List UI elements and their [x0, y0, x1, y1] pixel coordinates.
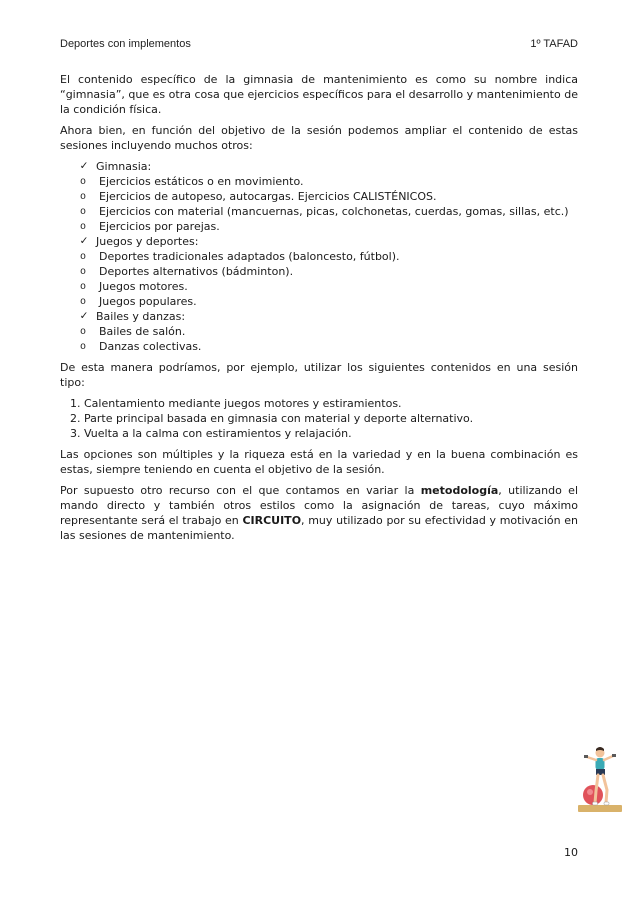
- page-number: 10: [564, 846, 578, 859]
- list-item: [60, 234, 578, 249]
- list-item: [60, 279, 578, 294]
- topic-label: Juegos y deportes:: [96, 235, 199, 248]
- list-item: [60, 219, 578, 234]
- methodology-text-b: , utilizando el mando directo y también otros estilos como la asignación de tareas, cuyo máximo representante será el trabajo en: [60, 484, 578, 527]
- session-steps: [60, 396, 578, 441]
- subitem-text: Juegos motores.: [99, 280, 188, 293]
- step-number: 2.: [70, 412, 81, 425]
- bullet-icon: o: [80, 267, 87, 278]
- subitem-text: Ejercicios de autopeso, autocargas. Ejercicios CALISTÉNICOS.: [99, 190, 437, 203]
- list-item: [60, 159, 578, 174]
- subitem-text: Ejercicios estáticos o en movimiento.: [99, 175, 304, 188]
- check-icon: ✓: [79, 160, 89, 172]
- list-item: [60, 411, 578, 426]
- bullet-icon: o: [80, 297, 87, 308]
- step-number: 1.: [70, 397, 81, 410]
- topic-label: Bailes y danzas:: [96, 310, 186, 323]
- bullet-icon: o: [80, 192, 87, 203]
- header-title: Deportes con implementos: [60, 38, 191, 50]
- bullet-icon: o: [80, 327, 87, 338]
- page-header: [60, 38, 578, 50]
- subitem-text: Bailes de salón.: [99, 325, 186, 338]
- list-item: [60, 324, 578, 339]
- check-icon: ✓: [79, 310, 89, 322]
- list-item: [60, 309, 578, 324]
- options-paragraph: Las opciones son múltiples y la riqueza está en la variedad y en la buena combinación es estas, siempre teniendo en cuenta el objetivo de la sesión.: [60, 448, 578, 476]
- subitem-text: Danzas colectivas.: [99, 340, 202, 353]
- subitem-text: Ejercicios con material (mancuernas, picas, colchonetas, cuerdas, gomas, sillas, etc.): [99, 205, 569, 218]
- methodology-text-c: , muy utilizado por su efectividad y motivación en las sesiones de mantenimiento.: [60, 514, 578, 542]
- step-text: Calentamiento mediante juegos motores y estiramientos.: [84, 397, 402, 410]
- intro-paragraph: El contenido específico de la gimnasia de mantenimiento es como su nombre indica “gimnasia”, que es otra cosa que ejercicios específicos para el desarrollo y mantenimiento de la condición física.: [60, 73, 578, 116]
- session-intro-paragraph: De esta manera podríamos, por ejemplo, utilizar los siguientes contenidos en una sesión tipo:: [60, 361, 578, 389]
- list-item: [60, 396, 578, 411]
- methodology-text-a: Por supuesto otro recurso con el que contamos en variar la: [60, 484, 421, 497]
- list-item: [60, 204, 578, 219]
- list-item: [60, 426, 578, 441]
- methodology-paragraph: [60, 483, 578, 543]
- list-item: [60, 189, 578, 204]
- header-course: 1º TAFAD: [530, 38, 578, 50]
- list-item: [60, 174, 578, 189]
- bullet-icon: o: [80, 222, 87, 233]
- step-number: 3.: [70, 427, 81, 440]
- circuit-term: CIRCUITO: [242, 514, 302, 527]
- subitem-text: Ejercicios por parejas.: [99, 220, 220, 233]
- document-body: [60, 72, 578, 549]
- content-paragraph: Ahora bien, en función del objetivo de la sesión podemos ampliar el contenido de estas sesiones incluyendo muchos otros:: [60, 124, 578, 152]
- check-icon: ✓: [79, 235, 89, 247]
- bullet-icon: o: [80, 342, 87, 353]
- list-item: [60, 339, 578, 354]
- topic-label: Gimnasia:: [96, 160, 152, 173]
- step-text: Parte principal basada en gimnasia con material y deporte alternativo.: [84, 412, 474, 425]
- bullet-icon: o: [80, 282, 87, 293]
- bullet-icon: o: [80, 207, 87, 218]
- bullet-icon: o: [80, 252, 87, 263]
- subitem-text: Deportes tradicionales adaptados (baloncesto, fútbol).: [99, 250, 400, 263]
- methodology-term: metodología: [420, 484, 499, 497]
- subitem-text: Deportes alternativos (bádminton).: [99, 265, 294, 278]
- bullet-icon: o: [80, 177, 87, 188]
- list-item: [60, 249, 578, 264]
- fitness-woman-with-ball-icon: [576, 745, 624, 813]
- step-text: Vuelta a la calma con estiramientos y relajación.: [84, 427, 352, 440]
- subitem-text: Juegos populares.: [99, 295, 197, 308]
- topic-list: [60, 159, 578, 354]
- list-item: [60, 264, 578, 279]
- list-item: [60, 294, 578, 309]
